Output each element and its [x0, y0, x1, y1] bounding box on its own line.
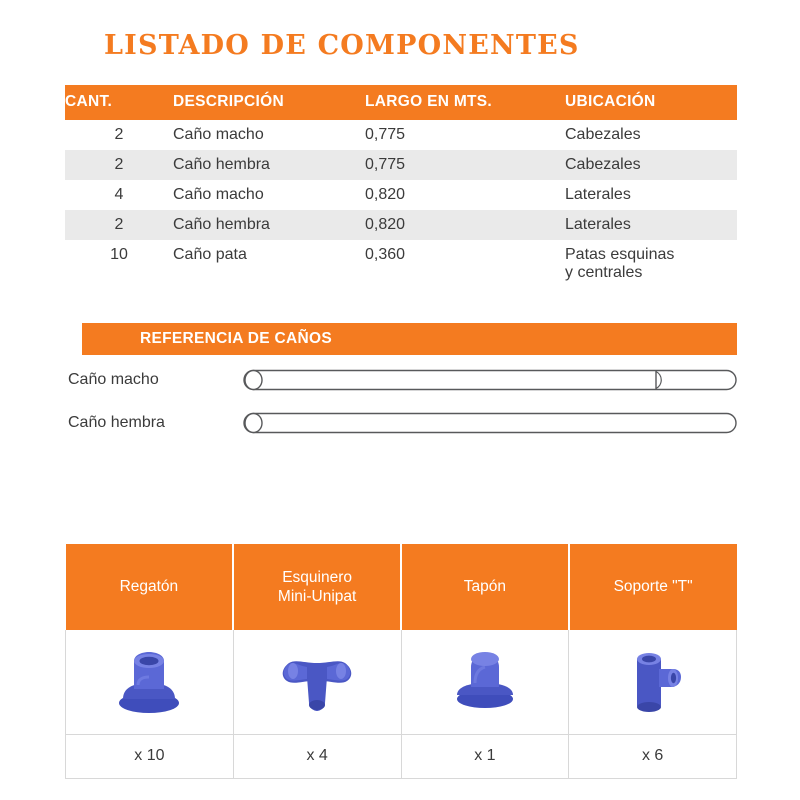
- parts-image-esquinero: [233, 630, 401, 734]
- parts-qty-regaton: x 10: [66, 734, 234, 778]
- parts-image-row: [66, 630, 737, 734]
- reference-header: REFERENCIA DE CAÑOS: [82, 323, 737, 355]
- cano-macho-illustration: [243, 366, 737, 394]
- cell-largo: 0,775: [365, 126, 406, 143]
- parts-header-regaton: [66, 544, 234, 630]
- table-row: [65, 150, 737, 180]
- cell-cant: 2: [65, 210, 173, 240]
- parts-image-regaton: [66, 630, 234, 734]
- parts-qty-soporte-t: x 6: [569, 734, 737, 778]
- parts-qty-esquinero: x 4: [233, 734, 401, 778]
- regaton-icon: [107, 641, 191, 717]
- components-table-body: [65, 120, 737, 288]
- cell-ubicacion-line1: Patas esquinas: [565, 246, 675, 263]
- components-table: [65, 85, 737, 288]
- reference-label-cano-hembra: Caño hembra: [68, 414, 165, 431]
- soporte-t-icon: [611, 641, 695, 717]
- parts-qty-row: [66, 734, 737, 778]
- cell-ubicacion-line1: Laterales: [565, 216, 631, 233]
- parts-table-header: [66, 544, 737, 630]
- header-ubicacion: UBICACIÓN: [565, 85, 737, 120]
- parts-qty-tapon: x 1: [401, 734, 569, 778]
- cell-ubicacion: [565, 210, 737, 240]
- parts-header-regaton-line1: Regatón: [119, 578, 179, 596]
- cell-ubicacion: [565, 120, 737, 150]
- table-row: [65, 120, 737, 150]
- parts-header-esquinero-line1: Esquinero: [282, 568, 353, 586]
- cell-largo: 0,820: [365, 210, 565, 240]
- cell-largo: 0,820: [365, 186, 406, 203]
- cell-ubicacion-line1: Cabezales: [565, 156, 641, 173]
- cell-descripcion: Caño pata: [173, 246, 247, 263]
- cell-descripcion: Caño macho: [173, 126, 264, 143]
- table-row: [65, 180, 737, 210]
- cell-ubicacion: [565, 150, 737, 180]
- tapon-icon: [443, 641, 527, 717]
- cell-largo: 0,775: [365, 150, 565, 180]
- parts-header-tapon: [401, 544, 569, 630]
- table-header-row: [65, 85, 737, 120]
- header-largo: LARGO EN MTS.: [365, 85, 565, 120]
- header-descripcion: DESCRIPCIÓN: [173, 85, 365, 120]
- cell-ubicacion-line2: y centrales: [565, 264, 643, 281]
- reference-label-cano-macho: Caño macho: [68, 371, 159, 388]
- parts-header-tapon-line1: Tapón: [463, 578, 506, 596]
- parts-image-soporte-t: [569, 630, 737, 734]
- esquinero-icon: [269, 641, 365, 717]
- parts-table-body: [66, 630, 737, 778]
- pipe-male-icon: [243, 366, 737, 394]
- parts-table: [65, 544, 737, 779]
- cell-cant: 2: [114, 126, 124, 143]
- components-table-header: [65, 85, 737, 120]
- cell-ubicacion: [565, 240, 737, 288]
- cell-largo: 0,360: [365, 246, 406, 263]
- cell-descripcion: Caño hembra: [173, 210, 365, 240]
- parts-header-soporte-t: [569, 544, 737, 630]
- table-row: [65, 240, 737, 288]
- cell-cant: 2: [65, 150, 173, 180]
- page-title: LISTADO DE COMPONENTES: [104, 30, 580, 61]
- cell-ubicacion-line1: Laterales: [565, 186, 631, 203]
- cell-descripcion: Caño macho: [173, 186, 264, 203]
- header-cant: CANT.: [65, 85, 173, 120]
- cano-hembra-illustration: [243, 409, 737, 437]
- table-row: [65, 210, 737, 240]
- cell-cant: 4: [114, 186, 124, 203]
- pipe-female-icon: [243, 409, 737, 437]
- parts-header-esquinero-line2: Mini-Unipat: [277, 588, 357, 605]
- cell-cant: 10: [110, 246, 128, 263]
- cell-descripcion: Caño hembra: [173, 150, 365, 180]
- parts-header-row: [66, 544, 737, 630]
- parts-header-esquinero: [233, 544, 401, 630]
- cell-ubicacion-line1: Cabezales: [565, 126, 641, 143]
- cell-ubicacion: [565, 180, 737, 210]
- parts-image-tapon: [401, 630, 569, 734]
- parts-header-soporte-t-line1: Soporte "T": [613, 578, 693, 596]
